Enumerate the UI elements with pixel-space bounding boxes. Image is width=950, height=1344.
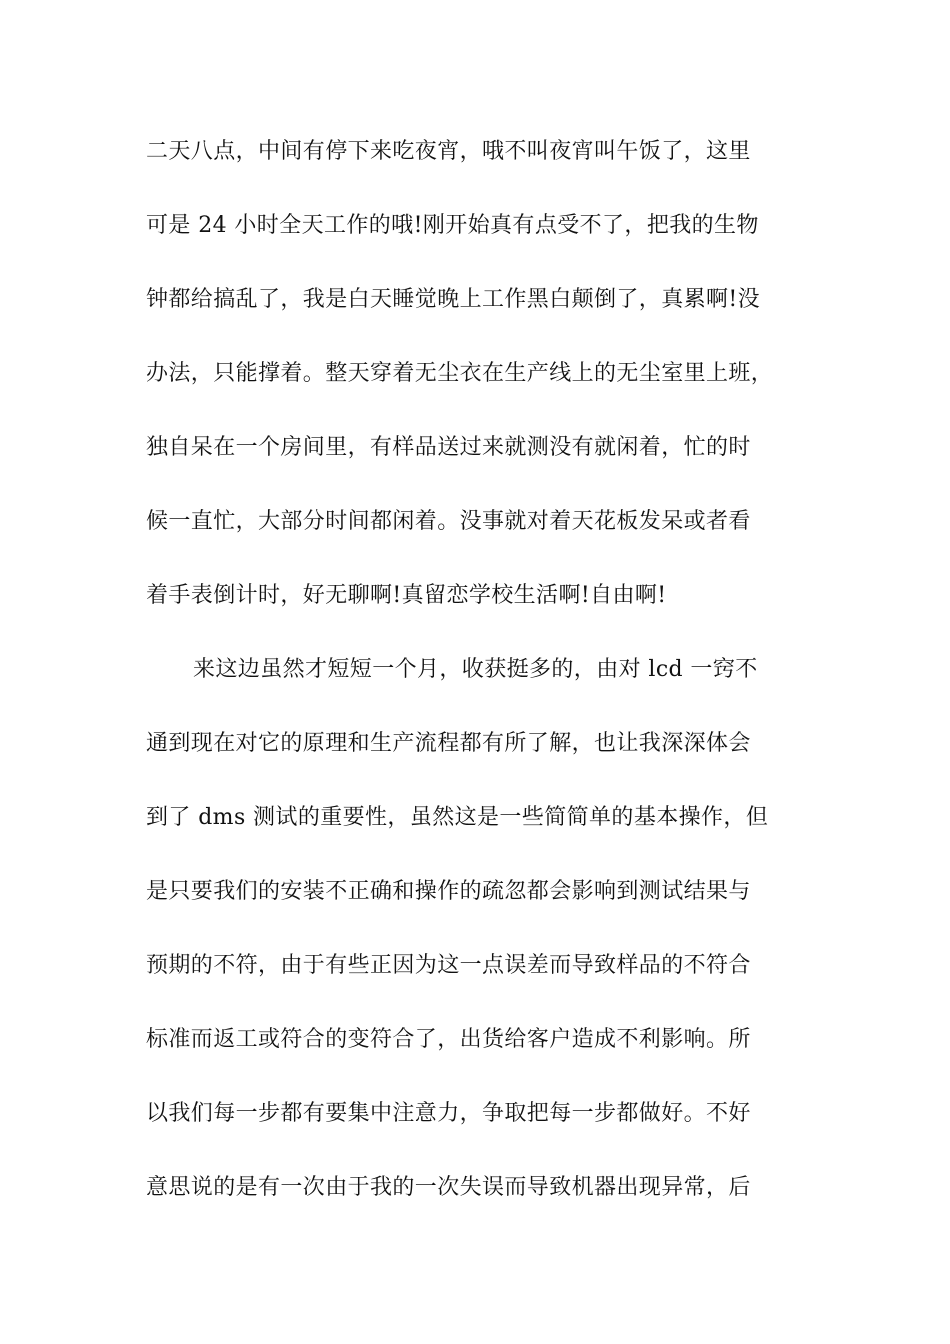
text-line: 二天八点，中间有停下来吃夜宵，哦不叫夜宵叫午饭了，这里 bbox=[146, 139, 751, 164]
text-line: 办法，只能撑着。整天穿着无尘衣在生产线上的无尘室里上班， bbox=[146, 361, 774, 386]
body-text bbox=[146, 124, 826, 1234]
text-line: 钟都给搞乱了，我是白天睡觉晚上工作黑白颠倒了，真累啊!没 bbox=[146, 287, 761, 312]
text-line: 预期的不符，由于有些正因为这一点误差而导致样品的不符合 bbox=[146, 953, 751, 978]
text-line: 意思说的是有一次由于我的一次失误而导致机器出现异常，后 bbox=[146, 1175, 751, 1200]
text-line: 是只要我们的安装不正确和操作的疏忽都会影响到测试结果与 bbox=[146, 879, 751, 904]
text-line: 独自呆在一个房间里，有样品送过来就测没有就闲着，忙的时 bbox=[146, 435, 751, 460]
text-line: 候一直忙，大部分时间都闲着。没事就对着天花板发呆或者看 bbox=[146, 509, 751, 534]
text-line: 以我们每一步都有要集中注意力，争取把每一步都做好。不好 bbox=[146, 1101, 751, 1126]
text-line: 到了 dms 测试的重要性，虽然这是一些简简单的基本操作，但 bbox=[146, 805, 769, 830]
text-line: 可是 24 小时全天工作的哦!刚开始真有点受不了，把我的生物 bbox=[146, 213, 759, 238]
text-line: 标准而返工或符合的变符合了，出货给客户造成不利影响。所 bbox=[146, 1027, 751, 1052]
text-line: 着手表倒计时，好无聊啊!真留恋学校生活啊!自由啊! bbox=[146, 583, 667, 608]
text-line: 通到现在对它的原理和生产流程都有所了解，也让我深深体会 bbox=[146, 731, 751, 756]
paragraph-first-line: 来这边虽然才短短一个月，收获挺多的，由对 lcd 一窍不 bbox=[193, 657, 758, 682]
